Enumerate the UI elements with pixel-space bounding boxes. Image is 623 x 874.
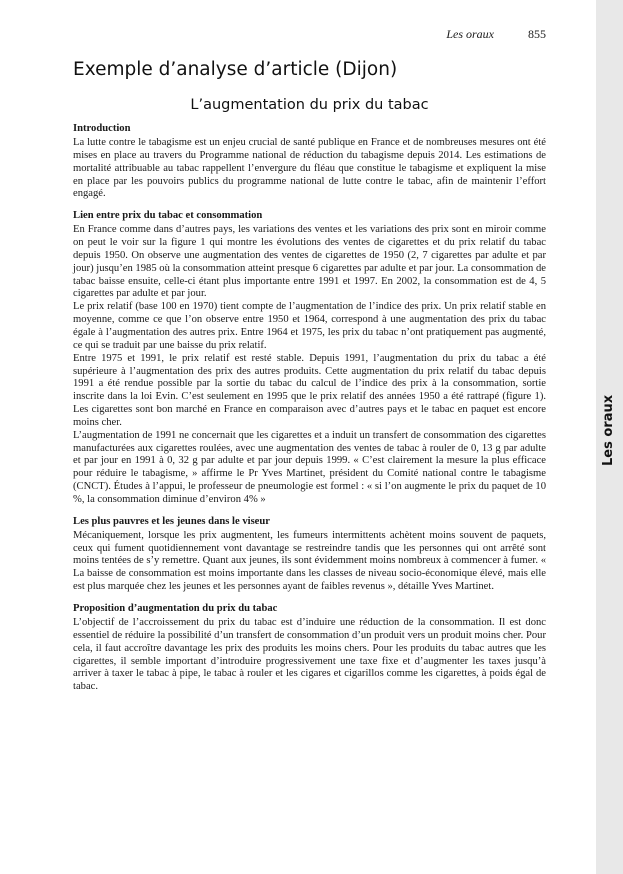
paragraph: Le prix relatif (base 100 en 1970) tient compte de l’augmentation de l’indice des prix. Un prix relatif stable en moyenne, comme ce que l’on observe entre 1950 et 1964, correspond à une augmentation des prix du tabac égale à l’augmentation des autres prix. Entre 1964 et 1975, les prix du tabac n’ont pratiquement pas augmenté, ce qui se traduit par une baisse du prix relatif. [73,301,546,351]
section-heading: Introduction [73,123,131,134]
paragraph: La lutte contre le tabagisme est un enjeu crucial de santé publique en France et de nombreuses mesures ont été mises en place au travers du Programme national de réduction du tabagisme depuis 2014. Les estimations de mortalité attribuable au tabac rappellent l’envergure du fléau que constitue le tabagisme et expliquent la mise en place par les pouvoirs publics du programme national de lutte contre le tabac, afin de maintenir l’effort engagé. [73,137,546,200]
running-head-section: Les oraux [446,27,494,41]
paragraph: En France comme dans d’autres pays, les variations des ventes et les variations des prix sont en miroir comme on peut le voir sur la figure 1 qui montre les évolutions des ventes de cigarettes et du prix relatif du tabac depuis 1950. On observe une augmentation des ventes de cigarettes de 1950 (2, 7 cigarettes par adulte et par jour) jusqu’en 1985 où la consommation atteint presque 6 cigarettes par adulte et par jour. La consommation de tabac baisse ensuite, celle-ci étant plus importante entre 1991 et 1997. En 2002, la consommation est de 4, 5 cigarettes par adulte et par jour. [73,224,546,300]
section-heading: Lien entre prix du tabac et consommation [73,210,263,222]
section-poor-and-young [73,515,546,594]
thumb-index-label: Les oraux [601,394,616,466]
page-number: 855 [528,27,546,41]
section-heading: Les plus pauvres et les jeunes dans le viseur [73,515,270,527]
paragraph: L’objectif de l’accroissement du prix du tabac est d’induire une réduction de la consommation. Il est donc essentiel de réduire la possibilité d’un transfert de consommation d’un produit vers un produit moins cher. Pour cela, il faut accroître davantage les prix des produits les moins chers. Pour les produits du tabac autres que les cigarettes, il semble important d’introduire progressivement une taxe fixe et d’augmenter les taxes jusqu’à arriver à taxer le tabac à pipe, le tabac à rouler et les cigares et cigarillos comme les cigarettes, à poids égal de tabac. [73,617,546,693]
section-introduction [73,122,546,201]
chapter-title: Exemple d’analyse d’article (Dijon) [73,59,398,80]
article-body [73,122,546,702]
section-price-proposal [73,602,546,694]
section-price-consumption [73,209,546,507]
paragraph: L’augmentation de 1991 ne concernait que les cigarettes et a induit un transfert de consommation des cigarettes manufacturées aux cigarettes roulées, avec une augmentation des ventes de tabac à rouler de 0, 13 g par adulte et par jour en 1991 à 0, 32 g par adulte et par jour depuis 1999. « C’est clairement la mesure la plus efficace pour réduire le tabagisme, » affirme le Pr Yves Martinet, président du Comité national contre le tabagisme (CNCT). Études à l’appui, le professeur de pneumologie est formel : « si l’on augmente le prix du paquet de 10 %, la consommation diminue d’environ 4% » [73,429,546,505]
article-title: L’augmentation du prix du tabac [190,97,429,113]
paragraph: Mécaniquement, lorsque les prix augmentent, les fumeurs intermittents achètent moins souvent de paquets, ceux qui fument quotidiennement vont davantage se restreindre tandis que les personnes qui ont arrêté sont moins tentées de s’y remettre. Quant aux jeunes, ils sont évidemment moins nombreux à commencer à fumer. « La baisse de consommation est moins importante dans les classes de niveau socio-économique élevé, mais elle est plus marquée chez les jeunes et les personnes ayant de faibles revenus », détaille Yves Martinet. [73,529,546,593]
paragraph: Entre 1975 et 1991, le prix relatif est resté stable. Depuis 1991, l’augmentation du prix du tabac a été supérieure à l’augmentation des prix des autres produits. Cette augmentation du prix relatif du tabac depuis 1991 a été rendue possible par la sortie du tabac du calcul de l’indice des prix à la consommation, sortie inscrite dans la loi Evin. C’est seulement en 1995 que le prix relatif des années 1950 a été rattrapé (figure 1). Les cigarettes sont bon marché en France en comparaison avec d’autres pays et le tabac en paquet est encore moins cher. [73,352,546,428]
section-heading: Proposition d’augmentation du prix du tabac [73,603,278,614]
